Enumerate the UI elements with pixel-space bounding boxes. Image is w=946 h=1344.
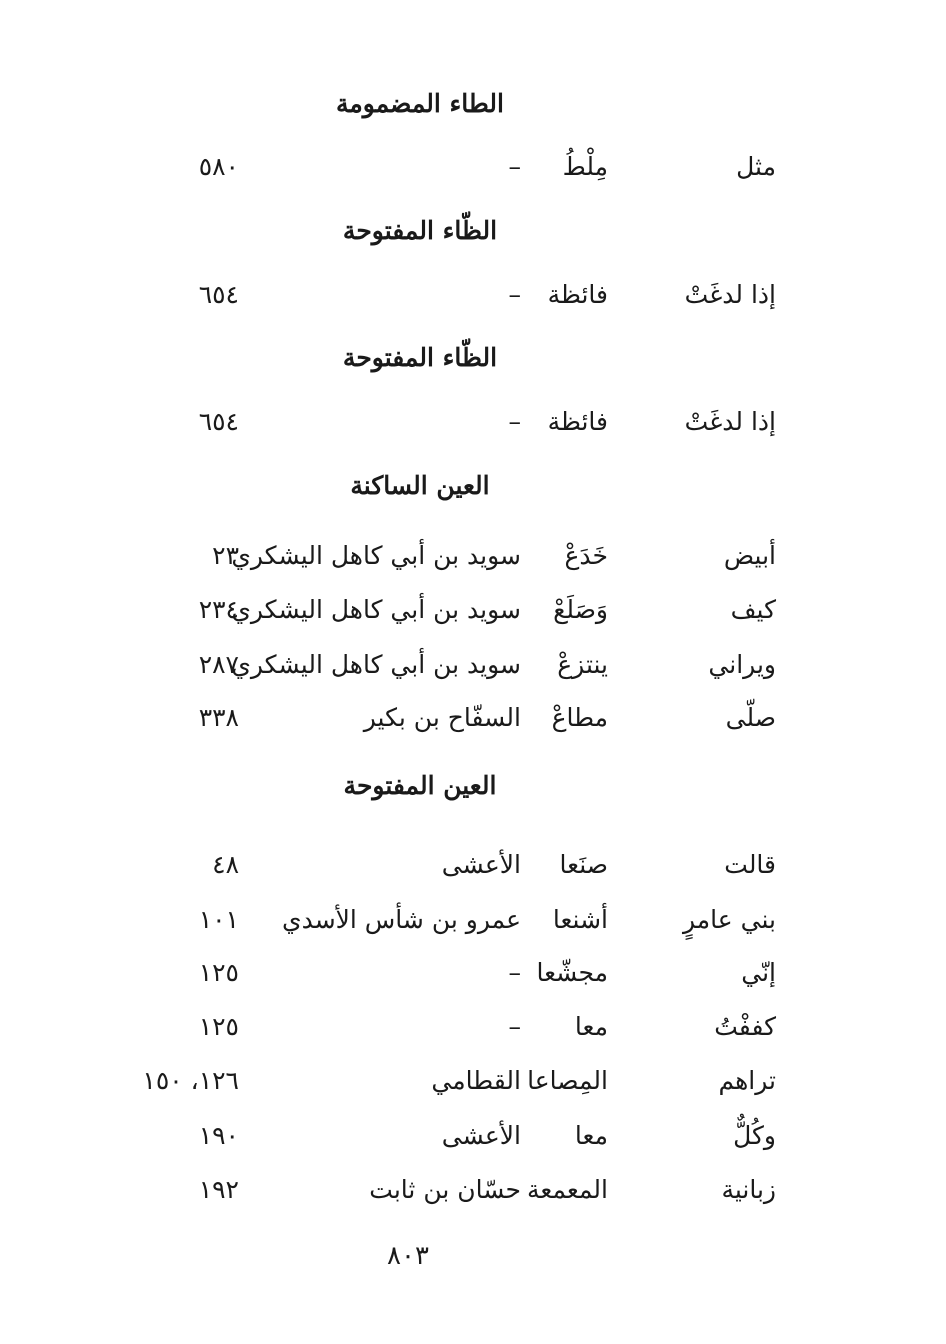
opening-word: زبانية	[721, 1175, 776, 1204]
rhyme-word: مجشّعا	[536, 958, 608, 987]
opening-word: أبيض	[723, 541, 776, 570]
table-row	[0, 953, 946, 993]
rhyme-word: فائظة	[547, 280, 608, 309]
opening-word: وكُلٌّ	[733, 1121, 776, 1150]
rhyme-word: ينتزعْ	[557, 650, 608, 679]
rhyme-word: المِصاعا	[527, 1066, 608, 1095]
poet-name: –	[508, 280, 521, 309]
opening-word: ويراني	[708, 650, 776, 679]
poet-name: –	[508, 407, 521, 436]
rhyme-word: مطاعْ	[551, 703, 608, 732]
page-reference: ٣٣٨	[198, 703, 239, 732]
section-heading: العين المفتوحة	[343, 771, 497, 800]
page-reference: ٢٨٧	[198, 650, 239, 679]
table-row	[0, 1061, 946, 1101]
opening-word: إنّي	[741, 958, 776, 987]
page-reference: ٥٨٠	[198, 152, 239, 181]
page-reference: ١٢٥	[198, 1012, 239, 1041]
opening-word: إذا لدغَتْ	[684, 407, 776, 436]
page-reference: ٦٥٤	[198, 280, 239, 309]
page-reference: ٢٣	[212, 541, 239, 570]
rhyme-word: أشنعا	[552, 905, 608, 934]
poet-name: الأعشى	[441, 1121, 521, 1150]
table-row	[0, 1007, 946, 1047]
table-row	[0, 590, 946, 630]
section-heading: العين الساكنة	[350, 471, 490, 500]
poet-name: –	[508, 152, 521, 181]
table-row	[0, 1116, 946, 1156]
rhyme-word: خَدَعْ	[564, 541, 608, 570]
page-reference: ٦٥٤	[198, 407, 239, 436]
section-heading: الظّاء المفتوحة	[342, 343, 498, 372]
poet-name: –	[508, 1012, 521, 1041]
rhyme-word: مِلْطُ	[562, 152, 608, 181]
page-reference: ٤٨	[212, 850, 239, 879]
page-reference: ١٢٦، ١٥٠	[142, 1066, 239, 1095]
page-number: ٨٠٣	[387, 1241, 429, 1271]
rhyme-word: وَصَلَعْ	[553, 595, 608, 624]
opening-word: صلّى	[725, 703, 776, 732]
page-reference: ٢٣٤	[198, 595, 239, 624]
rhyme-word: معا	[574, 1012, 608, 1041]
table-row	[0, 275, 946, 315]
page-reference: ١٢٥	[198, 958, 239, 987]
rhyme-word: فائظة	[547, 407, 608, 436]
rhyme-word: المعمعة	[527, 1175, 608, 1204]
table-row	[0, 645, 946, 685]
poet-name: سويد بن أبي كاهل اليشكري	[231, 650, 521, 679]
opening-word: تراهم	[718, 1066, 776, 1095]
opening-word: مثل	[736, 152, 776, 181]
poet-name: عمرو بن شأس الأسدي	[282, 905, 521, 934]
table-row	[0, 845, 946, 885]
section-heading: الطاء المضمومة	[335, 89, 504, 118]
poet-name: سويد بن أبي كاهل اليشكري	[231, 541, 521, 570]
table-row	[0, 1170, 946, 1210]
poet-name: السفّاح بن بكير	[363, 703, 521, 732]
table-row	[0, 900, 946, 940]
poet-name: الأعشى	[441, 850, 521, 879]
table-row	[0, 698, 946, 738]
rhyme-word: صنَعا	[559, 850, 608, 879]
page-reference: ١٩٠	[198, 1121, 239, 1150]
poet-name: سويد بن أبي كاهل اليشكري	[231, 595, 521, 624]
page-reference: ١٠١	[198, 905, 239, 934]
opening-word: قالت	[724, 850, 776, 879]
page-reference: ١٩٢	[198, 1175, 239, 1204]
table-row	[0, 536, 946, 576]
poet-name: القطامي	[431, 1066, 521, 1095]
opening-word: كيف	[730, 595, 776, 624]
poet-name: حسّان بن ثابت	[369, 1175, 521, 1204]
opening-word: إذا لدغَتْ	[684, 280, 776, 309]
table-row	[0, 147, 946, 187]
table-row	[0, 402, 946, 442]
opening-word: كففْتُ	[714, 1012, 776, 1041]
section-heading: الظّاء المفتوحة	[342, 216, 498, 245]
rhyme-word: معا	[574, 1121, 608, 1150]
opening-word: بني عامرٍ	[682, 905, 776, 934]
poet-name: –	[508, 958, 521, 987]
